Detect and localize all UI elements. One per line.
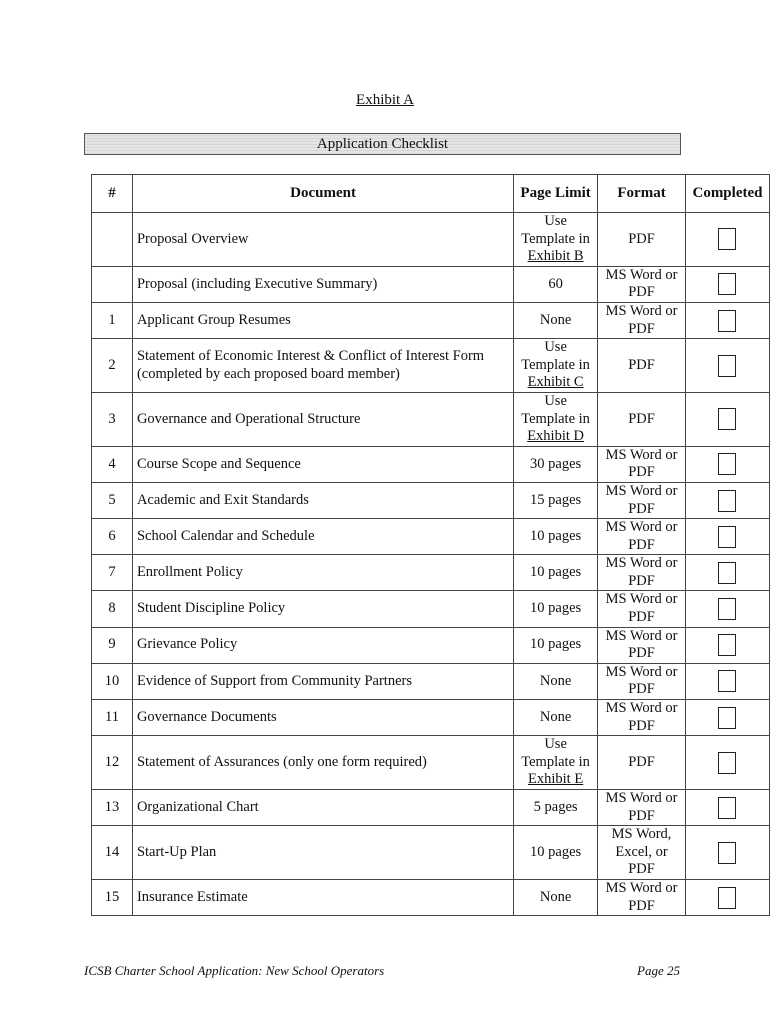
completed-cell: [685, 663, 769, 699]
format: [598, 446, 686, 482]
format: [598, 555, 686, 591]
format-line: MS Word or: [605, 591, 678, 608]
format-line: PDF: [628, 609, 655, 626]
row-number: 14: [92, 826, 133, 880]
format: [598, 266, 686, 302]
format-line: PDF: [628, 284, 655, 301]
completed-cell: [685, 266, 769, 302]
page-limit-line: Template in: [521, 356, 590, 373]
footer-document-title: ICSB Charter School Application: New School Operators: [84, 963, 385, 978]
completed-checkbox[interactable]: [718, 453, 736, 475]
row-number: 7: [92, 555, 133, 591]
table-row: [92, 555, 770, 591]
completed-checkbox[interactable]: [718, 228, 736, 250]
table-row: [92, 302, 770, 338]
document-name: Enrollment Policy: [132, 555, 513, 591]
completed-cell: [685, 879, 769, 915]
format-line: PDF: [628, 536, 655, 553]
document-name: Applicant Group Resumes: [132, 302, 513, 338]
completed-checkbox[interactable]: [718, 310, 736, 332]
document-name: Academic and Exit Standards: [132, 482, 513, 518]
document-name: Proposal (including Executive Summary): [132, 266, 513, 302]
format: [598, 392, 686, 446]
page-limit-line: Use: [544, 736, 567, 753]
format-line: PDF: [628, 753, 655, 770]
completed-cell: [685, 826, 769, 880]
page-limit: [514, 700, 598, 736]
format-line: MS Word,: [611, 826, 672, 843]
page-limit: [514, 736, 598, 790]
completed-checkbox[interactable]: [718, 598, 736, 620]
page-limit: [514, 213, 598, 267]
format-line: PDF: [628, 410, 655, 427]
page-limit-line: Template in: [521, 230, 590, 247]
format-line: MS Word or: [605, 482, 678, 499]
page-limit: [514, 482, 598, 518]
table-row: [92, 482, 770, 518]
format: [598, 879, 686, 915]
checklist-title: Application Checklist: [84, 133, 681, 155]
page-limit-line: 10 pages: [530, 527, 582, 544]
format-line: MS Word or: [605, 790, 678, 806]
completed-checkbox[interactable]: [718, 562, 736, 584]
format: [598, 663, 686, 699]
format-line: PDF: [628, 861, 655, 878]
completed-checkbox[interactable]: [718, 526, 736, 548]
format-line: MS Word or: [605, 266, 678, 283]
document-name: Statement of Assurances (only one form required): [132, 736, 513, 790]
row-number: 10: [92, 663, 133, 699]
completed-checkbox[interactable]: [718, 670, 736, 692]
format: [598, 302, 686, 338]
row-number: 11: [92, 700, 133, 736]
document-name: Student Discipline Policy: [132, 591, 513, 627]
page-limit-line: None: [539, 672, 572, 689]
page-limit-line: None: [539, 311, 572, 328]
page-limit: [514, 446, 598, 482]
footer-page-number: Page 25: [637, 963, 680, 978]
page-limit: [514, 627, 598, 663]
format: [598, 826, 686, 880]
page-limit: [514, 663, 598, 699]
document-name: Governance and Operational Structure: [132, 392, 513, 446]
format: [598, 736, 686, 790]
completed-checkbox[interactable]: [718, 842, 736, 864]
format: [598, 213, 686, 267]
row-number: 2: [92, 339, 133, 393]
document-name: Organizational Chart: [132, 790, 513, 826]
document-name: Course Scope and Sequence: [132, 446, 513, 482]
row-number: 9: [92, 627, 133, 663]
exhibit-title: Exhibit A: [356, 92, 414, 108]
completed-cell: [685, 213, 769, 267]
format-line: MS Word or: [605, 879, 678, 896]
page-limit-line: Exhibit D: [527, 428, 584, 445]
completed-checkbox[interactable]: [718, 273, 736, 295]
page-limit-line: 5 pages: [533, 798, 578, 815]
page-limit: [514, 555, 598, 591]
completed-checkbox[interactable]: [718, 634, 736, 656]
format-line: PDF: [628, 356, 655, 373]
page-limit-line: 10 pages: [530, 636, 582, 653]
table-row: [92, 519, 770, 555]
format: [598, 519, 686, 555]
format-line: PDF: [628, 645, 655, 662]
format-line: PDF: [628, 464, 655, 481]
table-row: [92, 213, 770, 267]
format-line: PDF: [628, 807, 655, 824]
page-limit: [514, 790, 598, 826]
page-limit-line: 15 pages: [530, 491, 582, 508]
document-name: Proposal Overview: [132, 213, 513, 267]
row-number: 13: [92, 790, 133, 826]
completed-checkbox[interactable]: [718, 355, 736, 377]
completed-cell: [685, 736, 769, 790]
format-line: MS Word or: [605, 446, 678, 463]
completed-checkbox[interactable]: [718, 707, 736, 729]
header-completed: Completed: [685, 175, 769, 213]
completed-cell: [685, 790, 769, 826]
format-line: PDF: [628, 320, 655, 337]
table-row: [92, 627, 770, 663]
row-number: 1: [92, 302, 133, 338]
page-limit: [514, 879, 598, 915]
format-line: PDF: [628, 717, 655, 734]
table-row: [92, 266, 770, 302]
completed-cell: [685, 555, 769, 591]
format-line: MS Word or: [605, 519, 678, 536]
header-format: Format: [598, 175, 686, 213]
table-row: [92, 663, 770, 699]
page-limit-line: 60: [548, 275, 563, 292]
document-name: Governance Documents: [132, 700, 513, 736]
page-limit-line: None: [539, 888, 572, 905]
page-limit: [514, 392, 598, 446]
document-name: Evidence of Support from Community Partners: [132, 663, 513, 699]
page-limit: [514, 826, 598, 880]
row-number: [92, 213, 133, 267]
page-limit-line: 10 pages: [530, 564, 582, 581]
completed-cell: [685, 302, 769, 338]
document-name: Grievance Policy: [132, 627, 513, 663]
page-limit-line: 10 pages: [530, 600, 582, 617]
format-line: MS Word or: [605, 627, 678, 644]
format: [598, 700, 686, 736]
format-line: Excel, or: [615, 843, 668, 860]
completed-cell: [685, 392, 769, 446]
page-limit-line: 30 pages: [530, 455, 582, 472]
format-line: PDF: [628, 897, 655, 914]
table-row: [92, 392, 770, 446]
application-checklist-table: [91, 174, 770, 916]
row-number: 4: [92, 446, 133, 482]
table-header-row: [92, 175, 770, 213]
page-limit-line: Exhibit B: [527, 248, 584, 265]
format-line: MS Word or: [605, 700, 678, 717]
format-line: MS Word or: [605, 555, 678, 572]
document-name: School Calendar and Schedule: [132, 519, 513, 555]
page-limit-line: Exhibit E: [528, 771, 584, 788]
completed-cell: [685, 339, 769, 393]
document-name: Insurance Estimate: [132, 879, 513, 915]
table-row: [92, 879, 770, 915]
page-limit: [514, 302, 598, 338]
format-line: PDF: [628, 230, 655, 247]
table-row: [92, 790, 770, 826]
completed-cell: [685, 482, 769, 518]
page-limit-line: Use: [544, 213, 567, 229]
page-limit-line: Template in: [521, 753, 590, 770]
format: [598, 591, 686, 627]
table-row: [92, 736, 770, 790]
page-limit-line: Use: [544, 339, 567, 356]
page-limit-line: Template in: [521, 410, 590, 427]
header-num: #: [92, 175, 133, 213]
completed-cell: [685, 446, 769, 482]
row-number: 15: [92, 879, 133, 915]
document-name: Statement of Economic Interest & Conflict of Interest Form (completed by each proposed board member): [132, 339, 513, 393]
format-line: PDF: [628, 681, 655, 698]
completed-cell: [685, 627, 769, 663]
table-row: [92, 591, 770, 627]
completed-checkbox[interactable]: [718, 490, 736, 512]
format: [598, 627, 686, 663]
row-number: 6: [92, 519, 133, 555]
page-limit: [514, 266, 598, 302]
format: [598, 482, 686, 518]
completed-checkbox[interactable]: [718, 408, 736, 430]
row-number: 3: [92, 392, 133, 446]
completed-cell: [685, 700, 769, 736]
completed-checkbox[interactable]: [718, 797, 736, 819]
page-limit-line: Use: [544, 392, 567, 409]
row-number: [92, 266, 133, 302]
page-limit: [514, 519, 598, 555]
format-line: MS Word or: [605, 663, 678, 680]
header-page-limit: Page Limit: [514, 175, 598, 213]
page-limit-line: Exhibit C: [527, 374, 584, 391]
format-line: PDF: [628, 500, 655, 517]
header-document: Document: [132, 175, 513, 213]
page-limit: [514, 339, 598, 393]
completed-checkbox[interactable]: [718, 887, 736, 909]
row-number: 8: [92, 591, 133, 627]
format-line: PDF: [628, 572, 655, 589]
table-row: [92, 700, 770, 736]
page-limit-line: None: [539, 708, 572, 725]
document-name: Start-Up Plan: [132, 826, 513, 880]
format: [598, 339, 686, 393]
row-number: 5: [92, 482, 133, 518]
row-number: 12: [92, 736, 133, 790]
completed-cell: [685, 591, 769, 627]
page-limit: [514, 591, 598, 627]
page-limit-line: 10 pages: [530, 843, 582, 860]
completed-checkbox[interactable]: [718, 752, 736, 774]
table-row: [92, 446, 770, 482]
format: [598, 790, 686, 826]
completed-cell: [685, 519, 769, 555]
format-line: MS Word or: [605, 302, 678, 319]
table-row: [92, 339, 770, 393]
table-row: [92, 826, 770, 880]
